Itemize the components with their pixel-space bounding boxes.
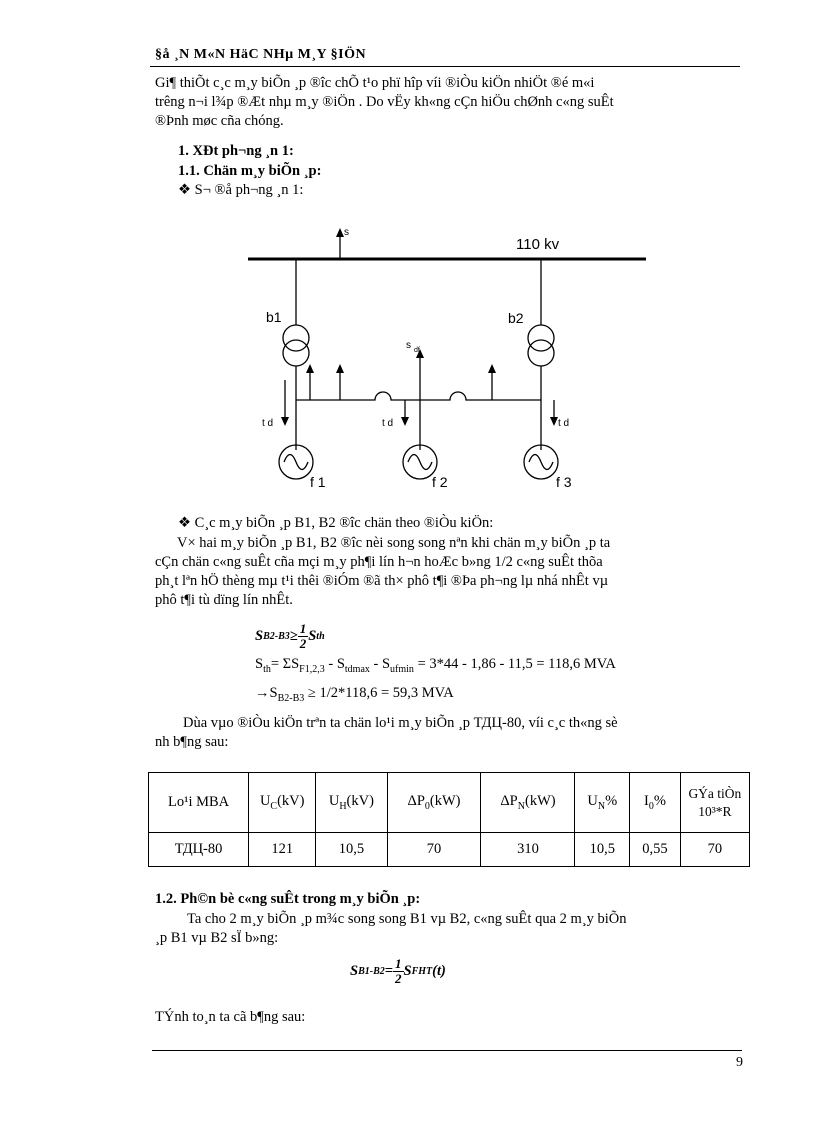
intro-line-1: Gi¶ thiÕt c¸c m¸y biÕn ¸p ®îc chÕ t¹o phï hîp víi ®iÒu kiÖn nhiÖt ®é m«i (155, 75, 595, 91)
th-un: $U_N\%$ (575, 773, 630, 833)
td-label-1: t d (262, 418, 274, 429)
table-header-row (149, 773, 750, 833)
header-rule (150, 66, 740, 67)
th-dpn: $\Delta P_N(kW)$ (481, 773, 575, 833)
para2-line-2: cÇn chän c«ng suÊt cña mçi m¸y ph¶i lín h¬n hoÆc b»ng 1/2 c«ng suÊt thõa (155, 554, 603, 570)
page-header: §å ¸N M«N HäC NHµ M¸Y §IÖN (155, 47, 367, 62)
paragraph-4 (155, 910, 738, 948)
th-type: Lo¹i MBA (149, 773, 249, 833)
th-dp0: $\Delta P_0(kW)$ (387, 773, 481, 833)
para2-line-3: ph¸t lªn hÖ thèng mµ t¹i thêi ®iÓm ®ã th× phô t¶i ®Þa ph¬ng lµ nhá nhÊt vµ (155, 573, 609, 589)
cell-un: 10,5 (575, 833, 630, 867)
intro-line-2: trêng n¬i l¾p ®Æt nhµ m¸y ®iÖn . Do vËy kh«ng cÇn hiÖu chØnh c«ng suÊt (155, 94, 614, 110)
bullet-conditions-text: C¸c m¸y biÕn ¸p B1, B2 ®îc chän theo ®iÒu kiÖn: (194, 515, 494, 531)
bullet-diagram-text: S¬ ®å ph¬ng ¸n 1: (194, 182, 304, 198)
cell-uh: 10,5 (316, 833, 387, 867)
section-1-1-heading: 1.1. Chän m¸y biÕn ¸p: (178, 163, 322, 179)
cell-uc: 121 (249, 833, 316, 867)
b1-label: b1 (266, 309, 282, 325)
para3-line-2: nh b¶ng sau: (155, 734, 229, 750)
para2-line-4: phô t¶i tù dïng lín nhÊt. (155, 592, 293, 608)
para4-line-2: ¸p B1 vµ B2 sÏ b»ng: (155, 930, 279, 946)
schematic-diagram (240, 220, 660, 500)
footer-rule (152, 1050, 742, 1051)
formula-1: S B2-B3 ≥ $\frac{1}{2}$ S th (255, 621, 325, 651)
cell-dp0: 70 (387, 833, 481, 867)
td-label-3: t d (558, 418, 570, 429)
cell-i0: 0,55 (630, 833, 681, 867)
equation-sb2b3: $\to S_{B2-B3} \ge 1/2*118,6 = 59,3$ MVA (255, 685, 454, 704)
cell-price: 70 (680, 833, 749, 867)
paragraph-2 (155, 534, 738, 610)
td-label-2: t d (382, 418, 394, 429)
bullet-icon: ❖ (178, 182, 195, 198)
formula-2: S B1-B2 = $\frac{1}{2}$ S FHT (t) (350, 956, 446, 986)
transformer-spec-table (148, 772, 750, 867)
intro-line-3: ®Þnh møc cña chóng. (155, 113, 284, 129)
paragraph-5: TÝnh to¸n ta cã b¶ng sau: (155, 1009, 306, 1025)
sdf-sub: df (414, 347, 420, 354)
f1-label: f 1 (310, 474, 326, 490)
bullet-diagram (178, 181, 761, 200)
para2-line-1: V× hai m¸y biÕn ¸p B1, B2 ®îc nèi song song nªn khi chän m¸y biÕn ¸p ta (177, 535, 611, 551)
equation-sth: $S_{th}= \Sigma S_{F1,2,3} - S_{tdmax} - S_{ufmin} = 3*44 - 1,86 - 11,5 = 118,6$ MVA (255, 656, 616, 675)
paragraph-3 (155, 714, 738, 752)
th-i0: $I_0\%$ (630, 773, 681, 833)
th-uc: $U_C(kV)$ (249, 773, 316, 833)
th-uh: $U_H(kV)$ (316, 773, 387, 833)
bus-label: 110 kv (516, 236, 560, 253)
b2-label: b2 (508, 310, 524, 326)
th-price: GÝa tiÒn 10³*R (680, 773, 749, 833)
bullet-conditions (178, 514, 761, 533)
section-1-heading: 1. XÐt ph¬ng ¸n 1: (178, 143, 294, 159)
table-row (149, 833, 750, 867)
intro-paragraph (155, 74, 738, 131)
bullet-icon-2: ❖ (178, 515, 195, 531)
page-number: 9 (736, 1055, 743, 1070)
section-1-2-heading: 1.2. Ph©n bè c«ng suÊt trong m¸y biÕn ¸p: (155, 891, 421, 907)
f3-label: f 3 (556, 474, 572, 490)
f2-label: f 2 (432, 474, 448, 490)
s-label: s (344, 227, 349, 238)
cell-dpn: 310 (481, 833, 575, 867)
sdf-label: s (406, 340, 411, 351)
cell-type: ТДЦ-80 (149, 833, 249, 867)
para3-line-1: Dùa vµo ®iÒu kiÖn trªn ta chän lo¹i m¸y biÕn ¸p ТДЦ-80, víi c¸c th«ng sè (183, 715, 618, 731)
para4-line-1: Ta cho 2 m¸y biÕn ¸p m¾c song song B1 vµ B2, c«ng suÊt qua 2 m¸y biÕn (187, 911, 627, 927)
